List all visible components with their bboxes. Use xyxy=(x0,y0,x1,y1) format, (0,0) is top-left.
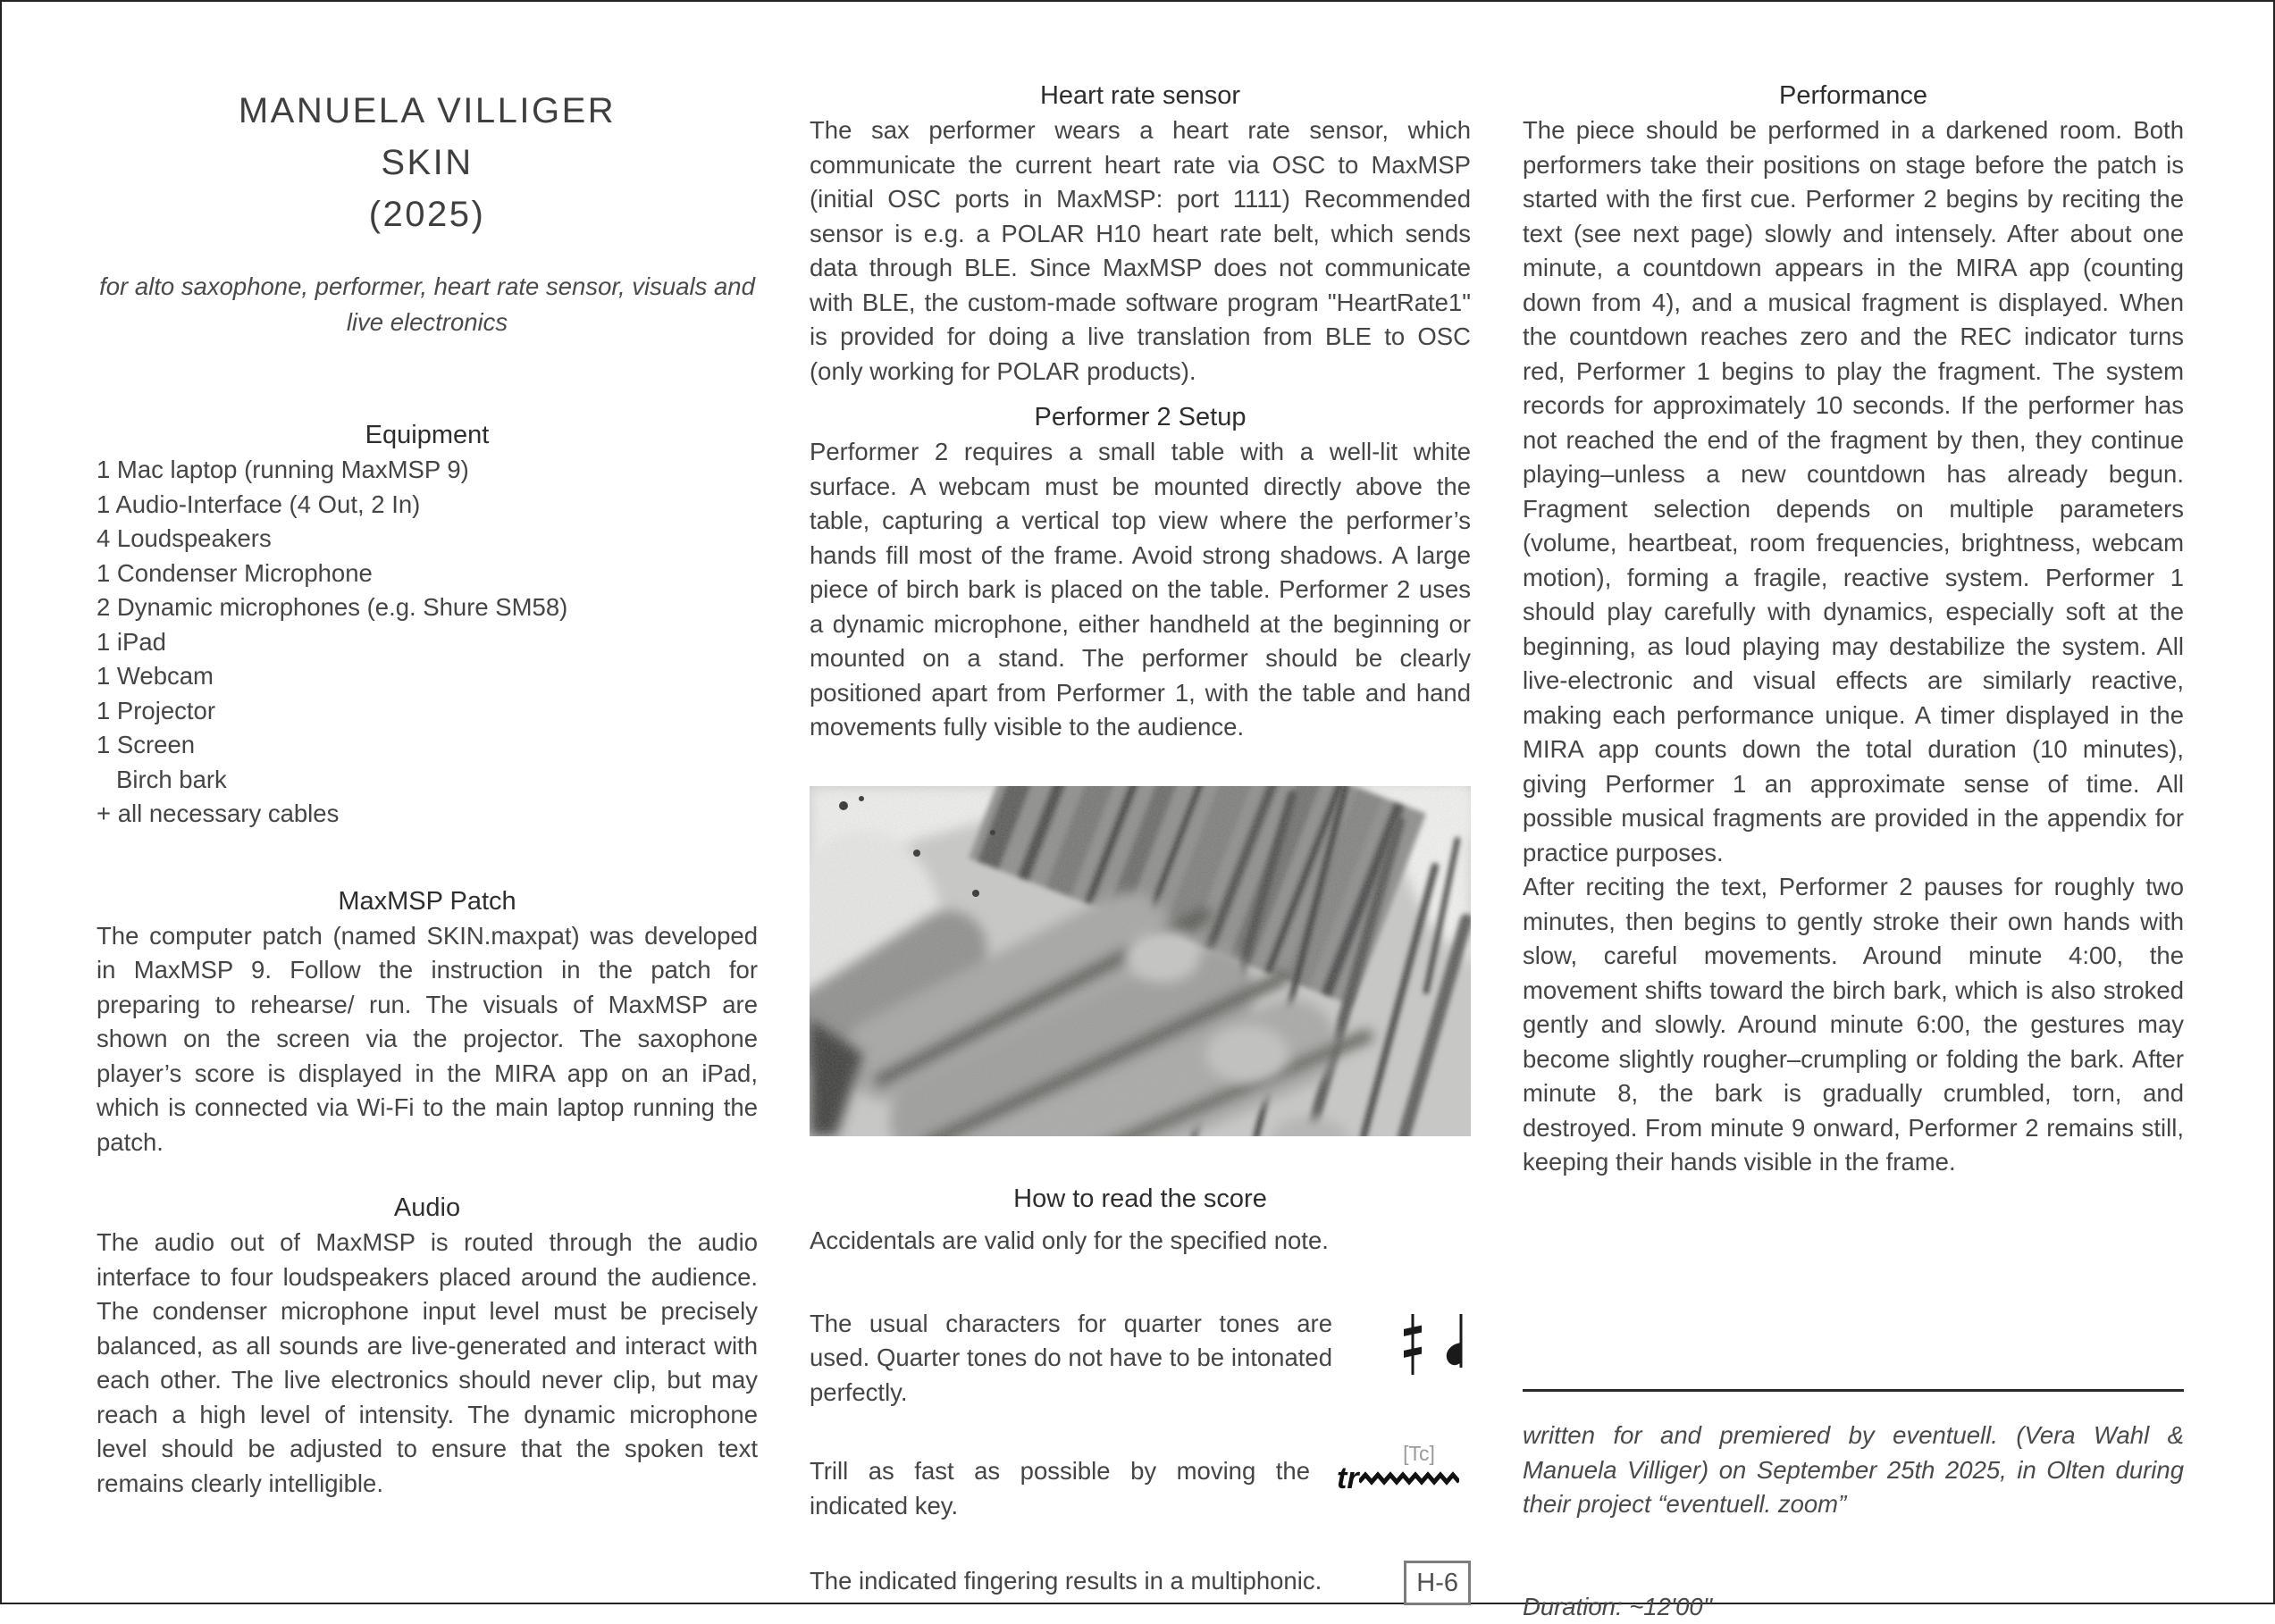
duration-note: Duration: ~12'00'' xyxy=(1523,1590,2184,1624)
list-item: 1 iPad xyxy=(97,625,758,660)
trill-tc-label: [Tc] xyxy=(1337,1442,1471,1465)
maxmsp-patch-heading: MaxMSP Patch xyxy=(97,883,758,919)
performance-paragraph-2: After reciting the text, Performer 2 pauses for roughly two minutes, then begins to gently stroke their own hands with slow, careful movements. Around minute 4:00, the movement shifts toward the birch bark, which is also stroked gently and slowly. Around minute 6:00, the gestures may become slightly rougher–crumpling or folding the bark. After minute 8, the bark is gradually crumbled, torn, and destroyed. From minute 9 onward, Performer 2 remains still, keeping their hands visible in the frame. xyxy=(1523,870,2184,1180)
trill-row xyxy=(810,1454,1471,1523)
hands-birch-bark-photo xyxy=(810,786,1471,1136)
middle-column xyxy=(810,78,1471,1603)
piece-year: (2025) xyxy=(97,188,758,240)
maxmsp-patch-paragraph: The computer patch (named SKIN.maxpat) was developed in MaxMSP 9. Follow the instruction in the patch for preparing to rehearse/ run. The visuals of MaxMSP are shown on the screen via the projector. The saxophone player’s score is displayed in the MIRA app on an iPad, which is connected via Wi-Fi to the main laptop running the patch. xyxy=(97,919,758,1160)
multiphonic-text: The indicated fingering results in a multiphonic. xyxy=(810,1564,1332,1599)
multiphonic-row xyxy=(810,1564,1471,1605)
list-item: + all necessary cables xyxy=(97,797,758,832)
how-to-read-section xyxy=(810,1181,1471,1605)
equipment-list xyxy=(97,453,758,832)
footer-rule xyxy=(1523,1389,2184,1392)
premiere-note: written for and premiered by eventuell. (Vera Wahl & Manuela Villiger) on September 25th 2025, in Olten during their project “eventuell. zoom” xyxy=(1523,1419,2184,1522)
quarter-tone-symbols xyxy=(1399,1312,1465,1377)
accidentals-note: Accidentals are valid only for the specified note. xyxy=(810,1224,1471,1259)
quarter-tone-sharp-icon xyxy=(1399,1312,1426,1377)
premiere-footer xyxy=(1523,1389,2184,1624)
list-item: 1 Webcam xyxy=(97,659,758,694)
trill-text: Trill as fast as possible by moving the indicated key. xyxy=(810,1454,1310,1523)
list-item: 1 Projector xyxy=(97,694,758,729)
performance-paragraph-1: The piece should be performed in a darkened room. Both performers take their positions on stage before the patch is started with the first cue. Performer 2 begins by reciting the text (see next page) slowly and intensely. After about one minute, a countdown appears in the MIRA app (counting down from 4), and a musical fragment is displayed. When the countdown reaches zero and the REC indicator turns red, Performer 1 begins to play the fragment. The system records for approximately 10 seconds. If the performer has not reached the end of the fragment by then, they continue playing–unless a new countdown has already begun. Fragment selection depends on multiple parameters (volume, heartbeat, room frequencies, brightness, webcam motion), forming a fragile, reactive system. Performer 1 should play carefully with dynamics, especially soft at the beginning, as loud playing may destabilize the system. All live-electronic and visual effects are similarly reactive, making each performance unique. A timer displayed in the MIRA app counts down the total duration (10 minutes), giving Performer 1 an approximate sense of time. All possible musical fragments are provided in the appendix for practice purposes. xyxy=(1523,113,2184,870)
performance-heading: Performance xyxy=(1523,78,2184,113)
list-item: 1 Condenser Microphone xyxy=(97,557,758,591)
performer2-paragraph: Performer 2 requires a small table with a well-lit white surface. A webcam must be mounted directly above the table, capturing a vertical top view where the performer’s hands fill most of the frame. Avoid strong shadows. A large piece of birch bark is placed on the table. Performer 2 uses a dynamic microphone, either handheld at the beginning or mounted on a stand. The performer should be clearly positioned apart from Performer 1, with the table and hand movements fully visible to the audience. xyxy=(810,435,1471,745)
list-item: Birch bark xyxy=(97,763,758,798)
quarter-tone-text: The usual characters for quarter tones are used. Quarter tones do not have to be intonated perfectly. xyxy=(810,1307,1332,1411)
equipment-heading: Equipment xyxy=(97,417,758,453)
heart-rate-heading: Heart rate sensor xyxy=(810,78,1471,113)
fingering-box: H-6 xyxy=(1404,1561,1471,1605)
quarter-tone-row xyxy=(810,1307,1471,1411)
left-column xyxy=(97,78,758,1603)
audio-paragraph: The audio out of MaxMSP is routed through the audio interface to four loudspeakers placed around the audience. The condenser microphone input level must be precisely balanced, as all sounds are live-generated and interact with each other. The live electronics should never clip, but may reach a high level of intensity. The dynamic microphone level should be adjusted to ensure that the spoken text remains clearly intelligible. xyxy=(97,1226,758,1501)
performer2-heading: Performer 2 Setup xyxy=(810,399,1471,435)
piece-title: SKIN xyxy=(97,137,758,188)
audio-heading: Audio xyxy=(97,1190,758,1226)
list-item: 1 Mac laptop (running MaxMSP 9) xyxy=(97,453,758,488)
list-item: 4 Loudspeakers xyxy=(97,522,758,557)
trill-wavy-line-icon xyxy=(1359,1471,1459,1486)
how-to-read-heading: How to read the score xyxy=(810,1181,1471,1217)
heart-rate-paragraph: The sax performer wears a heart rate sensor, which communicate the current heart rate via OSC to MaxMSP (initial OSC ports in MaxMSP: port 1111) Recommended sensor is e.g. a POLAR H10 heart rate belt, which sends data through BLE. Since MaxMSP does not communicate with BLE, the custom-made software program "HeartRate1" is provided for doing a live translation from BLE to OSC (only working for POLAR products). xyxy=(810,113,1471,389)
right-column xyxy=(1523,78,2184,1603)
title-block xyxy=(97,85,758,240)
list-item: 1 Audio-Interface (4 Out, 2 In) xyxy=(97,488,758,523)
list-item: 1 Screen xyxy=(97,728,758,763)
instrumentation-subtitle: for alto saxophone, performer, heart rate sensor, visuals and live electronics xyxy=(97,269,758,340)
tr-glyph: tr xyxy=(1337,1465,1359,1492)
list-item: 2 Dynamic microphones (e.g. Shure SM58) xyxy=(97,590,758,625)
reversed-flat-icon xyxy=(1442,1312,1465,1377)
trill-icon xyxy=(1337,1442,1471,1492)
composer-name: MANUELA VILLIGER xyxy=(97,85,758,137)
